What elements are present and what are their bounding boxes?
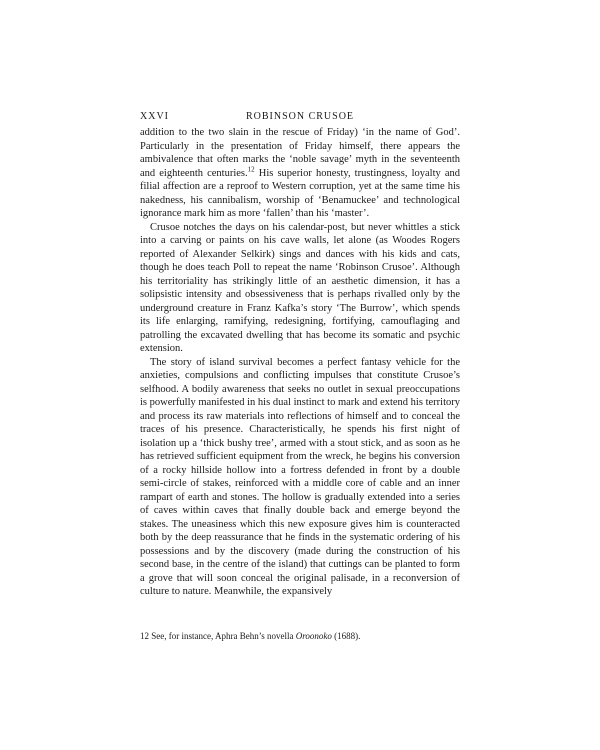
footnote-text-after: (1688).: [331, 631, 361, 641]
paragraph-1-text-after: His superior honesty, trustingness, loyalty and filial affection are a reproof to Western corruption, yet at the same time his nakedness, his cannibalism, worship of ‘Benamuckee’ and technological ignorance mark him as more ‘fallen’ than his ‘master’.: [140, 167, 460, 219]
paragraph-3: The story of island survival becomes a perfect fantasy vehicle for the anxieties, compulsions and conflicting impulses that constitute Crusoe’s selfhood. A bodily awareness that seeks no outlet in sexual preoccupations is powerfully manifested in his dual instinct to mark and extend his territory and process its raw materials into reflections of himself and to conceal the traces of his presence. Characteristically, he spends his first night of isolation up a ‘thick bushy tree’, armed with a stout stick, and as soon as he has retrieved sufficient equipment from the wreck, he begins his conversion of a rocky hillside hollow into a fortress defended in front by a double semi-circle of stakes, reinforced with a middle core of cable and an inner rampart of earth and stones. The hollow is gradually extended into a series of caves within caves that finally double back and emerge beyond the stakes. The uneasiness which this new exposure gives him is counteracted both by the deep reassurance that he finds in the systematic ordering of his possessions and by the discovery (made during the construction of his second base, in the centre of the island) that cuttings can be planted to form a grove that will soon conceal the original palisade, in a reconversion of culture to nature. Meanwhile, the expansively: [140, 356, 460, 597]
footnote-italic-title: Oroonoko: [295, 631, 332, 641]
paragraph-2: Crusoe notches the days on his calendar-post, but never whittles a stick into a carving or paints on his cave walls, let alone (as Woodes Rogers reported of Alexander Selkirk) sings and dances with his kids and cats, though he does teach Poll to repeat the name ‘Robinson Crusoe’. Although his territoriality has strikingly little of an aesthetic dimension, it has a solipsistic intensity and obsessiveness that is perhaps rivalled only by the underground creature in Franz Kafka’s story ‘The Burrow’, which spends its life enlarging, ramifying, redesigning, fortifying, camouflaging and patrolling the excavated dwelling that has become its somatic and psychic extension.: [140, 221, 460, 354]
paragraph-1-text-before: addition to the two slain in the rescue of Friday) ‘in the name of God’. Particularly in the presentation of Friday himself, there appears the ambivalence that often marks the ‘noble savage’ myth in the seventeenth and eighteenth centuries.: [140, 127, 460, 179]
body-text: [140, 126, 460, 599]
footnote-reference: 12: [247, 165, 255, 173]
footnote: [140, 630, 460, 642]
running-title: ROBINSON CRUSOE: [245, 111, 355, 122]
paragraph-1: [140, 126, 460, 221]
page-number: XXVI: [140, 111, 169, 122]
footnote-text-before: 12 See, for instance, Aphra Behn’s novella: [140, 631, 296, 641]
